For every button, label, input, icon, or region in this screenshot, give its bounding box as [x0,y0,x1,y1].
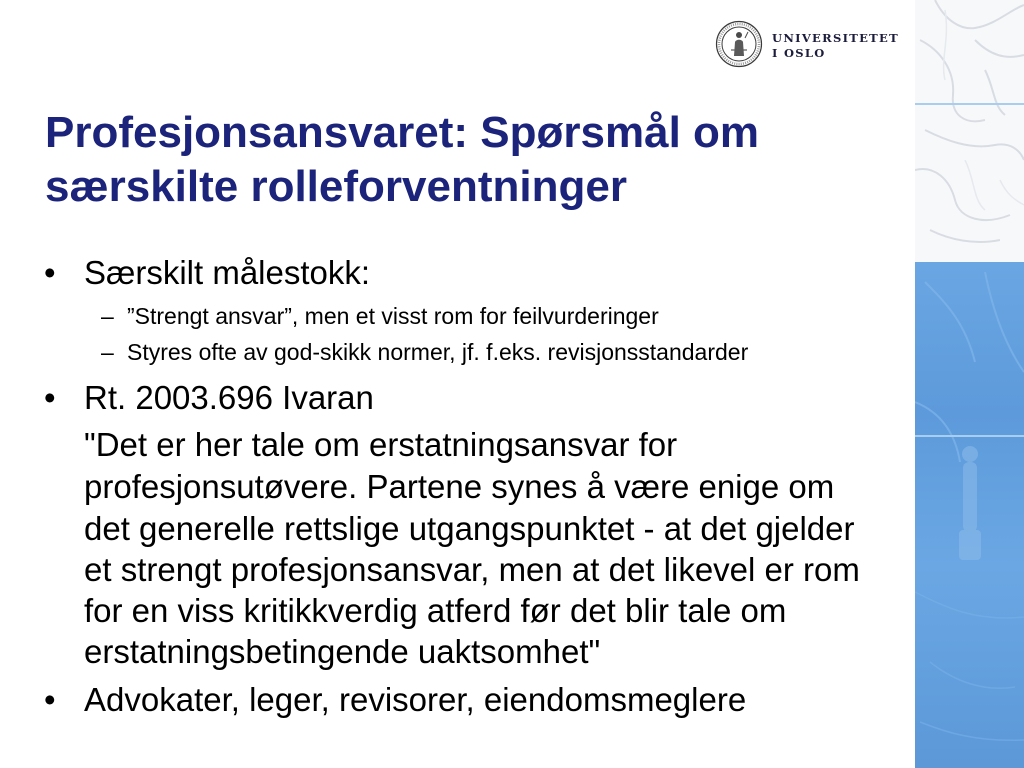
logo-line-1: UNIVERSITETET [772,31,899,45]
title-line-2: særskilte rolleforventninger [45,162,627,211]
sub-bullet-text: Styres ofte av god-skikk normer, jf. f.eks. revisjonsstandarder [127,339,749,365]
bullet-marker: • [44,254,56,291]
bullet-text: Rt. 2003.696 Ivaran [84,379,374,416]
title-line-1: Profesjonsansvaret: Spørsmål om [45,108,760,157]
quote-line: "Det er her tale om erstatningsansvar for [84,426,678,463]
quote-line: for en viss kritikkverdig atferd før det blir tale om [84,592,787,629]
bullet-marker: • [44,379,56,416]
bullet-text: Advokater, leger, revisorer, eiendomsmeglere [84,681,747,718]
statue-silhouette-icon [915,262,1024,768]
blue-panel [915,262,1024,768]
panel-rule-top [915,103,1024,105]
bullet-marker: • [44,681,56,718]
university-seal-icon [715,20,763,68]
panel-rule-bottom [915,435,1024,437]
quote-line: profesjonsutøvere. Partene synes å være enige om [84,468,835,505]
quote-line: det generelle rettslige utgangspunktet - at det gjelder [84,510,855,547]
sub-bullet-marker: – [101,339,114,365]
statue-sketch-icon [915,0,1024,262]
decorative-side-panel [915,0,1024,768]
sub-bullet-text: ”Strengt ansvar”, men et visst rom for feilvurderinger [127,303,659,329]
sub-bullet-marker: – [101,303,114,329]
logo-line-2: I OSLO [772,46,826,60]
quote-line: et strengt profesjonsansvar, men at det likevel er rom [84,551,860,588]
bullet-text: Særskilt målestokk: [84,254,371,291]
quote-line: erstatningsbetingende uaktsomhet" [84,633,601,670]
statue-sketch-area [915,0,1024,262]
